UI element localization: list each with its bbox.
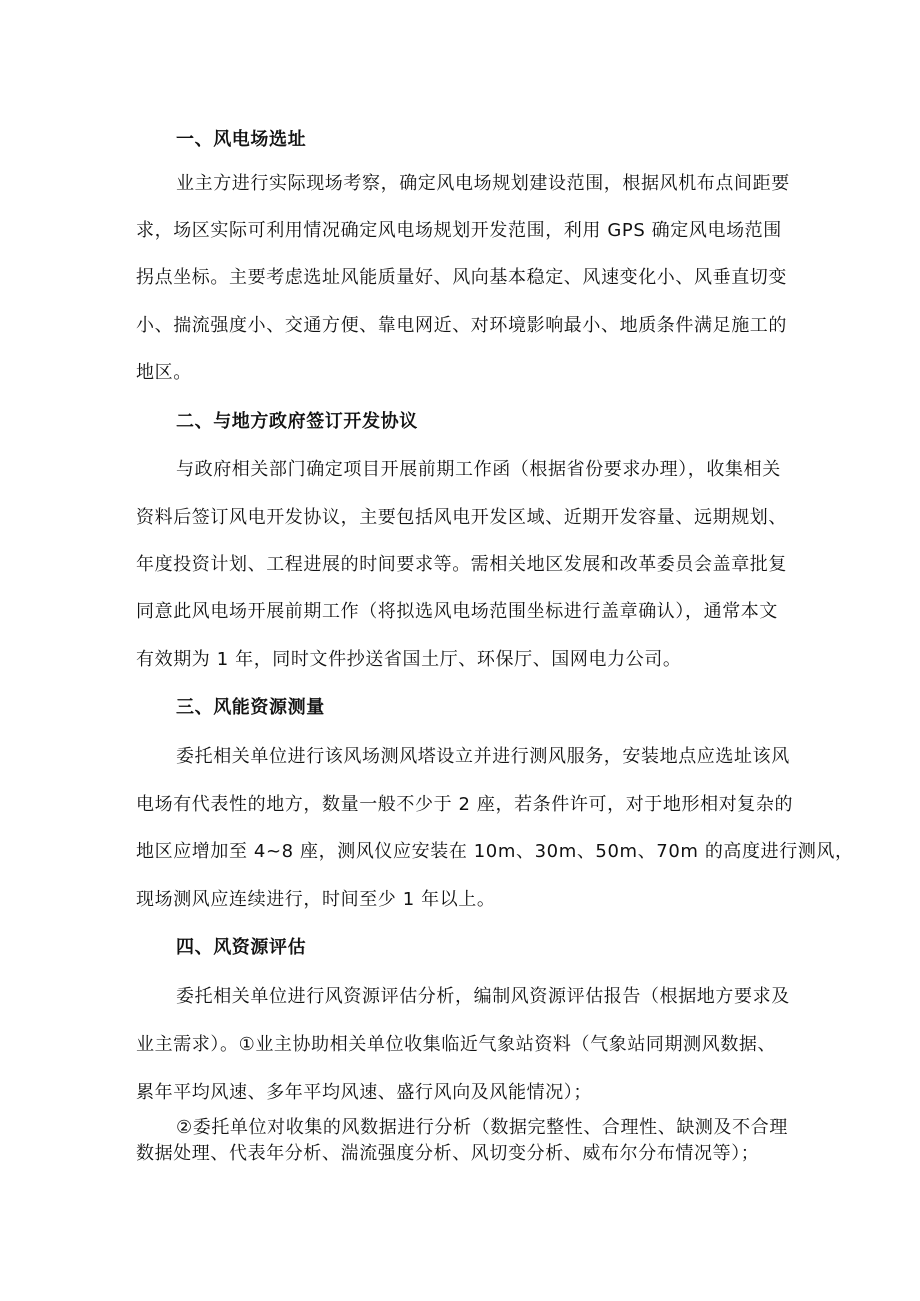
section-3-line-1: 委托相关单位进行该风场测风塔设立并进行测风服务，安装地点应选址该风 xyxy=(176,746,790,767)
section-1-line-1: 业主方进行实际现场考察，确定风电场规划建设范围，根据风机布点间距要 xyxy=(176,173,790,194)
section-2-line-4: 同意此风电场开展前期工作（将拟选风电场范围坐标进行盖章确认），通常本文 xyxy=(136,601,778,622)
section-2-line-1: 与政府相关部门确定项目开展前期工作函（根据省份要求办理），收集相关 xyxy=(176,459,781,480)
section-3-line-3: 地区应增加至 4~8 座，测风仪应安装在 10m、30m、50m、70m 的高度进行测风， xyxy=(136,841,854,862)
section-4-line-1: 委托相关单位进行风资源评估分析，编制风资源评估报告（根据地方要求及 xyxy=(176,986,790,1007)
section-2-line-2: 资料后签订风电开发协议，主要包括风电开发区域、近期开发容量、远期规划、 xyxy=(136,507,787,528)
section-4-heading: 四、风资源评估 xyxy=(176,937,307,958)
section-1-line-2: 求，场区实际可利用情况确定风电场规划开发范围，利用 GPS 确定风电场范围 xyxy=(136,220,782,241)
section-1-heading: 一、风电场选址 xyxy=(176,129,307,150)
section-4-line-4: ②委托单位对收集的风数据进行分析（数据完整性、合理性、缺测及不合理 xyxy=(176,1117,788,1138)
section-3-heading: 三、风能资源测量 xyxy=(176,697,325,718)
section-3-line-4: 现场测风应连续进行，时间至少 1 年以上。 xyxy=(136,889,496,910)
section-1-line-5: 地区。 xyxy=(136,362,192,383)
section-2-line-5: 有效期为 1 年，同时文件抄送省国土厅、环保厅、国网电力公司。 xyxy=(136,649,682,670)
section-3-line-2: 电场有代表性的地方，数量一般不少于 2 座，若条件许可，对于地形相对复杂的 xyxy=(136,794,794,815)
section-2-heading: 二、与地方政府签订开发协议 xyxy=(176,411,418,432)
section-4-line-5: 数据处理、代表年分析、湍流强度分析、风切变分析、威布尔分布情况等）； xyxy=(136,1143,760,1164)
section-4-line-2: 业主需求）。①业主协助相关单位收集临近气象站资料（气象站同期测风数据、 xyxy=(136,1034,777,1055)
section-4-line-3: 累年平均风速、多年平均风速、盛行风向及风能情况）； xyxy=(136,1082,592,1103)
section-1-line-4: 小、揣流强度小、交通方便、靠电网近、对环境影响最小、地质条件满足施工的 xyxy=(136,315,787,336)
section-2-line-3: 年度投资计划、工程进展的时间要求等。需相关地区发展和改革委员会盖章批复 xyxy=(136,554,787,575)
section-1-line-3: 拐点坐标。主要考虑选址风能质量好、风向基本稳定、风速变化小、风垂直切变 xyxy=(136,267,787,288)
